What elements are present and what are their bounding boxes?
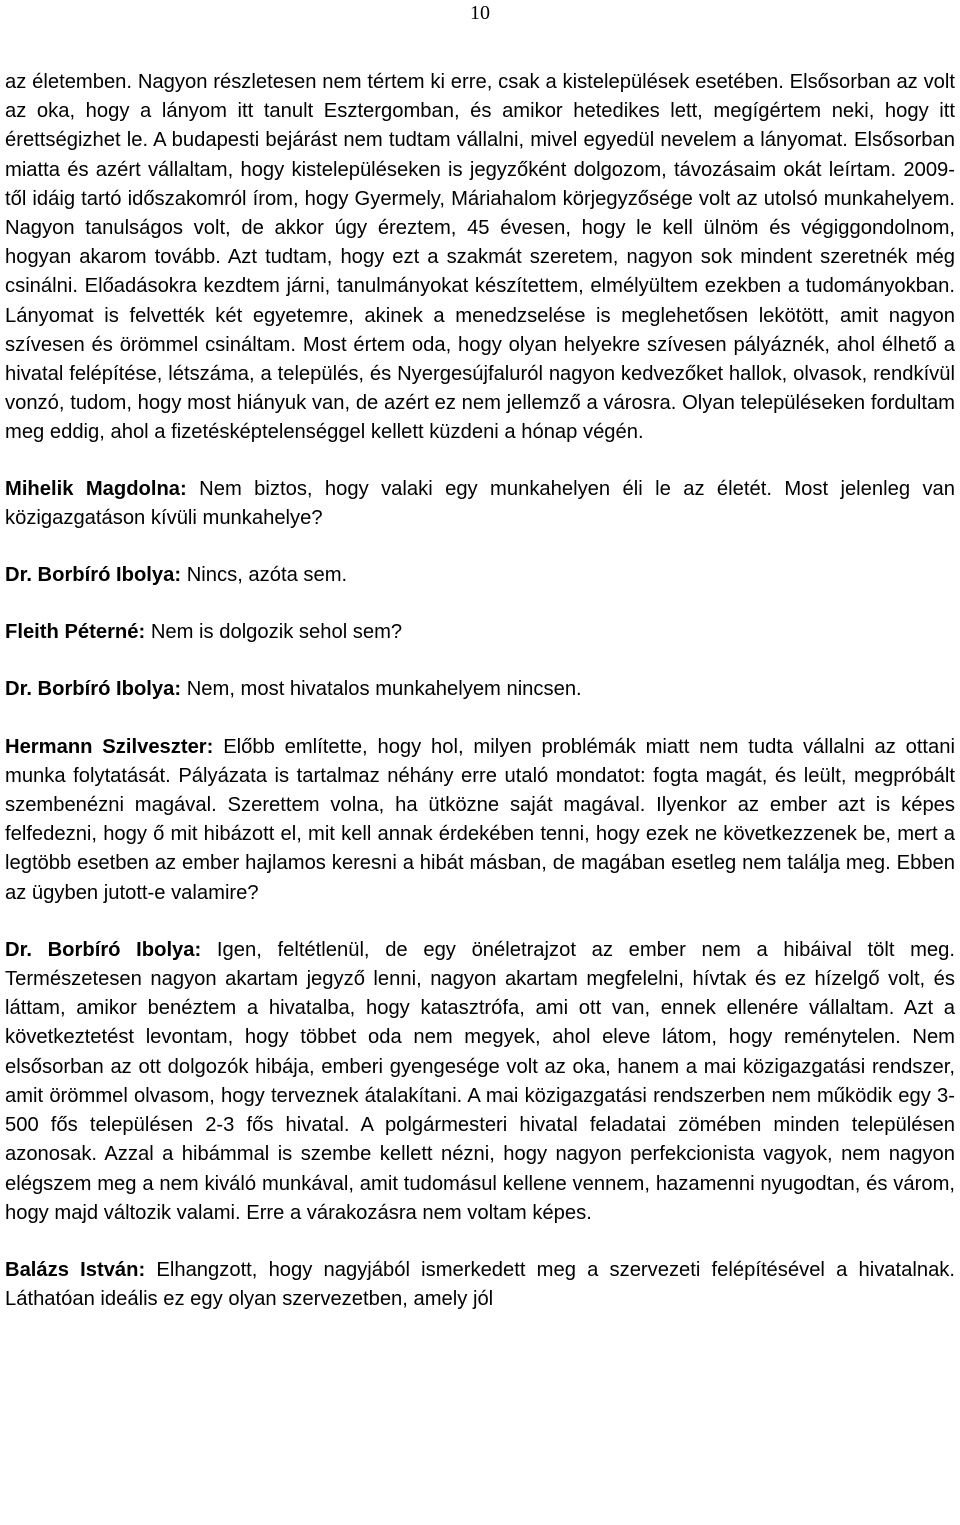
document-body bbox=[5, 68, 955, 1342]
paragraph-borbiro-answer-1 bbox=[5, 561, 955, 590]
speaker-name: Balázs István: bbox=[5, 1258, 146, 1281]
paragraph-text: Előbb említette, hogy hol, milyen problémák miatt nem tudta vállalni az ottani munka folytatását. Pályázata is tartalmaz néhány erre utaló mondatot: fogta magát, és leült, megpróbált szembenézni magával. Szerettem volna, ha ütközne saját magával. Ilyenkor az ember azt is képes felfedezni, hogy ő mit hibázott el, mit kell annak érdekében tenni, hogy ezek ne következzenek be, mert a legtöbb esetben az ember hajlamos keresni a hibát másban, de magában esetleg nem találja meg. Ebben az ügyben jutott-e valamire? bbox=[5, 735, 955, 904]
paragraph-mihelik-question bbox=[5, 475, 955, 533]
paragraph-borbiro-answer-2 bbox=[5, 675, 955, 704]
speaker-name: Hermann Szilveszter: bbox=[5, 735, 214, 758]
speaker-name: Mihelik Magdolna: bbox=[5, 477, 187, 500]
paragraph-balazs-question bbox=[5, 1256, 955, 1314]
paragraph-hermann-question bbox=[5, 733, 955, 908]
paragraph-text: Nem, most hivatalos munkahelyem nincsen. bbox=[181, 678, 582, 701]
paragraph-text: Elhangzott, hogy nagyjából ismerkedett meg a szervezeti felépítésével a hivatalnak. Láthatóan ideális ez egy olyan szervezetben, amely jól bbox=[5, 1258, 955, 1311]
speaker-name: Fleith Péterné: bbox=[5, 621, 146, 644]
paragraph-text: Igen, feltétlenül, de egy önéletrajzot az ember nem a hibáival tölt meg. Természetesen nagyon akartam jegyző lenni, nagyon akartam megfelelni, hívtak és ez hízelgő volt, és láttam, amikor benéztem a hivatalba, hogy katasztrófa, ami ott van, ennek ellenére vállaltam. Azt a következtetést levontam, hogy többet oda nem megyek, ahol eleve látom, hogy reménytelen. Nem elsősorban az ott dolgozók hibája, emberi gyengesége volt az oka, hanem a mai közigazgatási rendszer, amit örömmel olvasom, hogy terveznek átalakítani. A mai közigazgatási rendszerben nem működik egy 3-500 fős településen 2-3 fős hivatal. A polgármesteri hivatal feladatai zömében minden településen azonosak. Azzal a hibámmal is szembe kellett nézni, hogy nagyon perfekcionista vagyok, nem nagyon elégszem meg a nem kiváló munkával, amit tudomásul kellene vennem, hazamenni nyugodtan, és várom, hogy majd változik valami. Erre a várakozásra nem voltam képes. bbox=[5, 938, 955, 1224]
speaker-name: Dr. Borbíró Ibolya: bbox=[5, 938, 202, 961]
speaker-name: Dr. Borbíró Ibolya: bbox=[5, 564, 182, 587]
paragraph-text: az életemben. Nagyon részletesen nem tértem ki erre, csak a kistelepülések esetében. Elsősorban az volt az oka, hogy a lányom itt tanult Esztergomban, és amikor hetedikes lett, megígértem neki, hogy itt érettségizhet le. A budapesti bejárást nem tudtam vállalni, mivel egyedül nevelem a lányomat. Elsősorban miatta és azért vállaltam, hogy kistelepüléseken is jegyzőként dolgozom, távozásaim okát leírtam. 2009-től idáig tartó időszakomról írom, hogy Gyermely, Máriahalom körjegyzősége volt az utolsó munkahelyem. Nagyon tanulságos volt, de akkor úgy éreztem, 45 évesen, hogy le kell ülnöm és végiggondolnom, hogyan akarom tovább. Azt tudtam, hogy ezt a szakmát szeretem, nagyon sok mindent szeretnék még csinálni. Előadásokra kezdtem járni, tanulmányokat készítettem, elmélyültem ezekben a tudományokban. Lányomat is felvették két egyetemre, akinek a menedzselése is meglehetősen lekötött, amit nagyon szívesen és örömmel csináltam. Most értem oda, hogy olyan helyekre szívesen pályáznék, ahol élhető a hivatal felépítése, létszáma, a település, és Nyergesújfaluról nagyon kedvezőket hallok, olvasok, rendkívül vonzó, tudom, hogy most hiányuk van, de azért ez nem jellemző a városra. Olyan településeken fordultam meg eddig, ahol a fizetésképtelenséggel kellett küzdeni a hónap végén. bbox=[5, 71, 955, 444]
paragraph-fleith-question bbox=[5, 618, 955, 647]
speaker-name: Dr. Borbíró Ibolya: bbox=[5, 678, 182, 701]
paragraph-intro bbox=[5, 68, 955, 448]
paragraph-text: Nincs, azóta sem. bbox=[181, 564, 348, 587]
paragraph-text: Nem biztos, hogy valaki egy munkahelyen éli le az életét. Most jelenleg van közigazgatáson kívüli munkahelye? bbox=[5, 477, 956, 529]
paragraph-borbiro-answer-3 bbox=[5, 936, 955, 1228]
paragraph-text: Nem is dolgozik sehol sem? bbox=[145, 621, 403, 644]
page-number: 10 bbox=[470, 2, 490, 24]
